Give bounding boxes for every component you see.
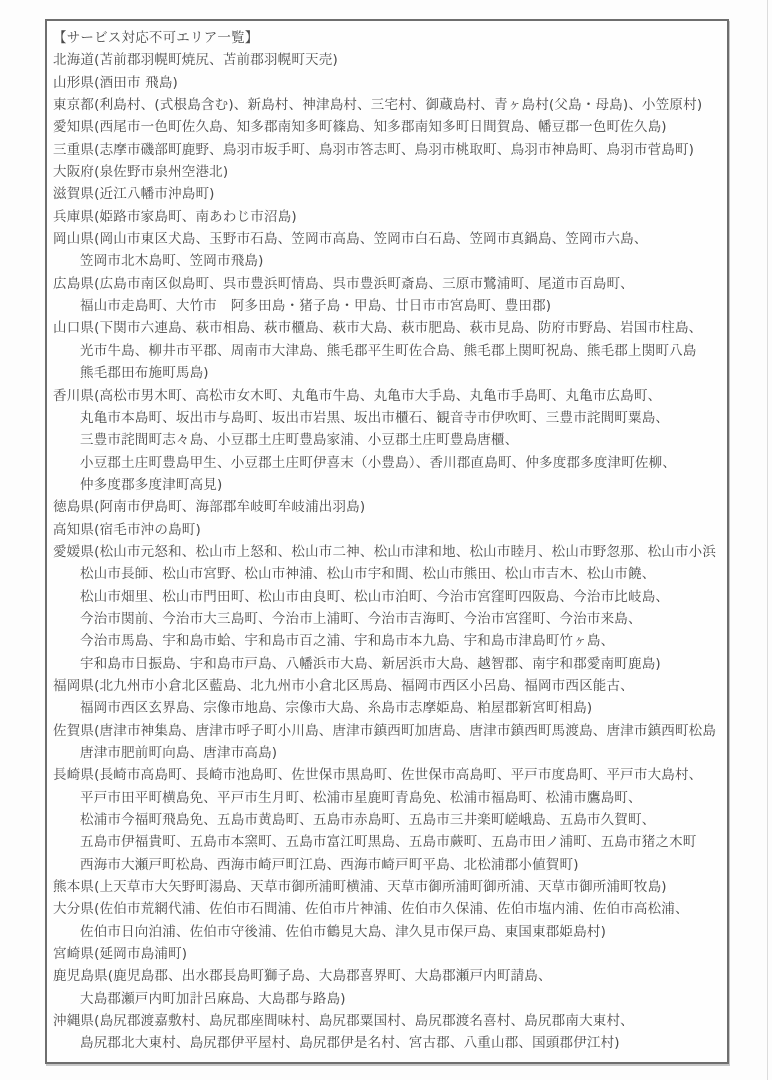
area-line: 熊毛郡田布施町馬島) [80, 365, 209, 382]
area-line: 滋賀県(近江八幡市沖島町) [53, 186, 215, 203]
area-line: 大島郡瀬戸内町加計呂麻島、大島郡与路島) [80, 990, 346, 1007]
service-unavailable-area-list-box [45, 19, 729, 1064]
area-line: 三重県(志摩市磯部町鹿野、鳥羽市坂手町、鳥羽市答志町、鳥羽市桃取町、鳥羽市神島町、鳥羽市菅島町) [53, 141, 695, 158]
area-line: 沖縄県(島尻郡渡嘉敷村、島尻郡座間味村、島尻郡粟国村、島尻郡渡名喜村、島尻郡南大東村、 [53, 1013, 634, 1030]
area-line: 高知県(宿毛市沖の島町) [53, 521, 201, 538]
area-line: 宇和島市日振島、宇和島市戸島、八幡浜市大島、新居浜市大島、越智郡、南宇和郡愛南町鹿島) [80, 655, 661, 672]
area-line: 小豆郡土庄町豊島甲生、小豆郡土庄町伊喜末（小豊島）、香川郡直島町、仲多度郡多度津町佐柳、 [80, 454, 677, 471]
area-line: 愛媛県(松山市元怒和、松山市上怒和、松山市二神、松山市津和地、松山市睦月、松山市野忽那、松山市小浜 [53, 543, 717, 560]
area-line: 北海道(苫前郡羽幌町焼尻、苫前郡羽幌町天売) [53, 52, 338, 69]
area-line: 福岡市西区玄界島、宗像市地島、宗像市大島、糸島市志摩姫島、粕屋郡新宮町相島) [80, 700, 593, 717]
area-line: 西海市大瀬戸町松島、西海市崎戸町江島、西海市崎戸町平島、北松浦郡小値賀町) [80, 856, 579, 873]
area-line: 光市牛島、柳井市平郡、周南市大津島、熊毛郡平生町佐合島、熊毛郡上関町祝島、熊毛郡上関町八島 [80, 342, 697, 359]
area-line: 今治市関前、今治市大三島町、今治市上浦町、今治市吉海町、今治市宮窪町、今治市来島、 [80, 610, 642, 627]
area-line: 五島市伊福貴町、五島市本窯町、五島市富江町黒島、五島市蕨町、五島市田ノ浦町、五島市猪之木町 [80, 834, 697, 851]
area-line: 仲多度郡多度津町高見) [80, 476, 223, 493]
area-line: 笠岡市北木島町、笠岡市飛島) [80, 253, 264, 270]
area-line: 香川県(高松市男木町、高松市女木町、丸亀市牛島、丸亀市大手島、丸亀市手島町、丸亀市広島町、 [53, 387, 662, 404]
area-line: 福山市走島町、大竹市 阿多田島・猪子島・甲島、廿日市市宮島町、豊田郡) [80, 298, 552, 315]
area-list [53, 49, 723, 1054]
scan-edge-artifact [767, 0, 768, 1080]
area-line: 松山市長師、松山市宮野、松山市神浦、松山市宇和間、松山市熊田、松山市吉木、松山市饒、 [80, 566, 656, 583]
area-line: 長崎県(長崎市高島町、長崎市池島町、佐世保市黒島町、佐世保市高島町、平戸市度島町、平戸市大島村、 [53, 767, 703, 784]
area-line: 大阪府(泉佐野市泉州空港北) [53, 164, 229, 181]
area-line: 唐津市肥前町向島、唐津市高島) [80, 745, 278, 761]
area-line: 三豊市詫間町志々島、小豆郡土庄町豊島家浦、小豆郡土庄町豊島唐櫃、 [80, 432, 519, 449]
area-line: 東京都(利島村、(式根島含む)、新島村、神津島村、三宅村、御蔵島村、青ヶ島村(父島・母島)、小笠原村) [53, 97, 703, 114]
area-line: 岡山県(岡山市東区犬島、玉野市石島、笠岡市高島、笠岡市白石島、笠岡市真鍋島、笠岡市六島、 [53, 231, 648, 248]
area-line: 松山市畑里、松山市門田町、松山市由良町、松山市泊町、今治市宮窪町四阪島、今治市比岐島、 [80, 588, 670, 605]
area-line: 今治市馬島、宇和島市蛤、宇和島市百之浦、宇和島市本九島、宇和島市津島町竹ヶ島、 [80, 633, 615, 650]
area-line: 松浦市今福町飛島免、五島市黄島町、五島市赤島町、五島市三井楽町嵯峨島、五島市久賀町、 [80, 812, 656, 829]
area-line: 兵庫県(姫路市家島町、南あわじ市沼島) [53, 208, 297, 225]
area-line: 宮崎県(延岡市島浦町) [53, 946, 188, 963]
area-line: 山形県(酒田市 飛島) [53, 74, 179, 91]
area-line: 広島県(広島市南区似島町、呉市豊浜町情島、呉市豊浜町斎島、三原市鷺浦町、尾道市百島町、 [53, 275, 634, 292]
area-line: 徳島県(阿南市伊島町、海部郡牟岐町牟岐浦出羽島) [53, 499, 366, 516]
area-line: 山口県(下関市六連島、萩市相島、萩市櫃島、萩市大島、萩市肥島、萩市見島、防府市野島、岩国市柱島、 [53, 320, 703, 337]
area-line: 熊本県(上天草市大矢野町湯島、天草市御所浦町横浦、天草市御所浦町御所浦、天草市御所浦町牧島) [53, 879, 667, 896]
area-line: 佐伯市日向泊浦、佐伯市守後浦、佐伯市鶴見大島、津久見市保戸島、東国東郡姫島村) [80, 923, 607, 940]
area-line: 鹿児島県(鹿児島郡、出水郡長島町獅子島、大島郡喜界町、大島郡瀬戸内町請島、 [53, 968, 552, 985]
area-line: 島尻郡北大東村、島尻郡伊平屋村、島尻郡伊是名村、宮古郡、八重山郡、国頭郡伊江村) [80, 1035, 620, 1052]
area-line: 丸亀市本島町、坂出市与島町、坂出市岩黒、坂出市櫃石、観音寺市伊吹町、三豊市詫間町粟島、 [80, 409, 670, 426]
area-line: 愛知県(西尾市一色町佐久島、知多郡南知多町篠島、知多郡南知多町日間賀島、幡豆郡一色町佐久島) [53, 119, 667, 136]
area-line: 福岡県(北九州市小倉北区藍島、北九州市小倉北区馬島、福岡市西区小呂島、福岡市西区能古、 [53, 677, 634, 694]
area-line: 大分県(佐伯市荒網代浦、佐伯市石間浦、佐伯市片神浦、佐伯市久保浦、佐伯市塩内浦、佐伯市高松浦、 [53, 901, 689, 918]
page-title: 【サービス対応不可エリア一覧】 [53, 30, 259, 46]
area-line: 平戸市田平町横島免、平戸市生月町、松浦市星鹿町青島免、松浦市福島町、松浦市鷹島町、 [80, 789, 642, 806]
area-line: 佐賀県(唐津市神集島、唐津市呼子町小川島、唐津市鎮西町加唐島、唐津市鎮西町馬渡島、唐津市鎮西町松島 [53, 722, 717, 739]
